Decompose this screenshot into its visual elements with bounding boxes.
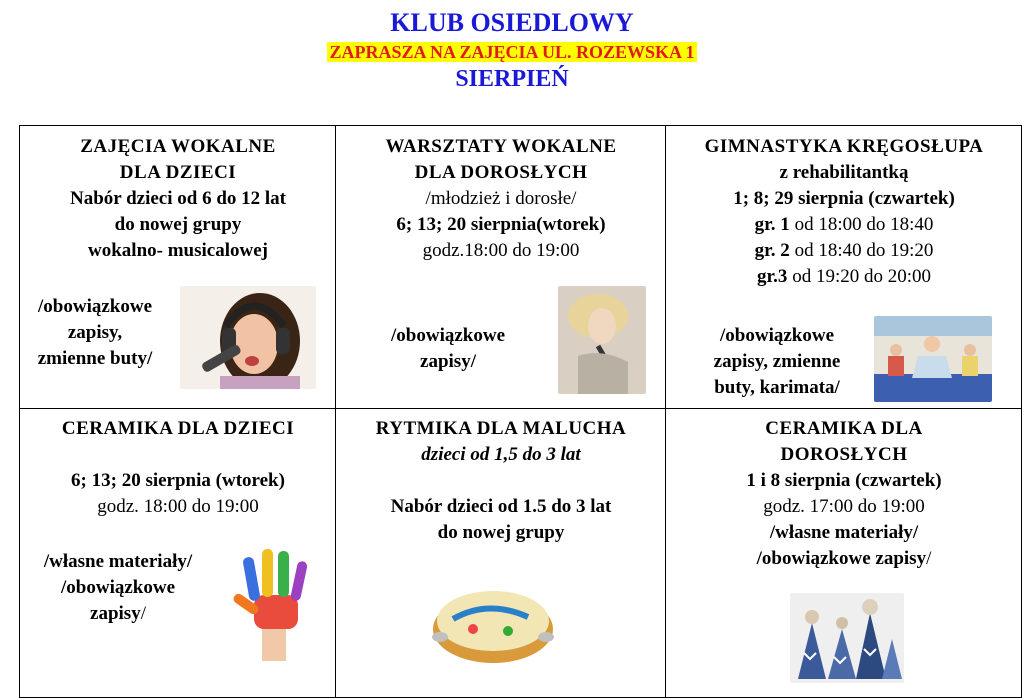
rhythm-title: RYTMIKA DLA MALUCHA	[375, 418, 627, 439]
ceramic-figurines-image	[790, 593, 904, 683]
ceramics-kids-note3: zapisy	[90, 603, 141, 624]
tambourine-image	[428, 579, 558, 667]
vocal-adults-line2: 6; 13; 20 sierpnia(wtorek)	[396, 214, 606, 235]
gym-group-1	[666, 212, 1022, 238]
gym-group-3-time: od 19:20 do 20:00	[787, 266, 931, 287]
ceramics-kids-note1: /własne materiały/	[43, 551, 193, 572]
vocal-adults-title1: WARSZTATY WOKALNE	[385, 136, 617, 157]
rhythm-line2: do nowej grupy	[437, 522, 565, 543]
cell-vocal-adults	[336, 126, 666, 409]
vocal-adults-text	[336, 134, 666, 264]
subtitle-highlight: ZAPRASZA NA ZAJĘCIA UL. ROZEWSKA 1	[329, 42, 695, 62]
cell-gym	[666, 126, 1022, 409]
ceramics-adults-dates: 1 i 8 sierpnia (czwartek)	[746, 470, 942, 491]
woman-singing-image	[558, 286, 646, 394]
gym-note3: buty, karimata/	[714, 377, 840, 398]
vocal-adults-line1: /młodzież i dorosłe/	[425, 188, 577, 209]
rhythm-line1: Nabór dzieci od 1.5 do 3 lat	[390, 496, 612, 517]
page-title: KLUB OSIEDLOWY	[390, 8, 634, 37]
page-subtitle	[0, 42, 1024, 63]
vocal-kids-line3: wokalno- musicalowej	[88, 240, 268, 261]
ceramics-kids-text	[20, 416, 336, 520]
vocal-kids-line1: Nabór dzieci od 6 do 12 lat	[69, 188, 287, 209]
gym-group-3	[666, 264, 1022, 290]
vocal-kids-note3: zmienne buty/	[37, 348, 153, 369]
rhythm-text	[336, 416, 666, 546]
ceramics-adults-hours: godz. 17:00 do 19:00	[763, 496, 925, 517]
ceramics-kids-note2: /obowiązkowe	[61, 577, 175, 598]
ceramics-adults-note2: /obowiązkowe zapisy	[756, 548, 927, 569]
vocal-kids-title2: DLA DZIECI	[119, 162, 237, 183]
gym-group-3-label: gr.3	[756, 266, 788, 287]
rhythm-subtitle: dzieci od 1,5 do 3 lat	[421, 444, 581, 465]
ceramics-adults-note2-tail: /	[926, 548, 932, 569]
ceramics-adults-text	[666, 416, 1022, 572]
ceramics-kids-title: CERAMIKA DLA DZIECI	[61, 418, 295, 439]
gym-note	[692, 323, 862, 401]
vocal-kids-note2: zapisy,	[67, 322, 123, 343]
gym-title2: z rehabilitantką	[779, 162, 909, 183]
ceramics-adults-title2: DOROSŁYCH	[780, 444, 908, 465]
vocal-kids-title1: ZAJĘCIA WOKALNE	[80, 136, 276, 157]
cell-vocal-kids	[20, 126, 336, 409]
ceramics-kids-dates: 6; 13; 20 sierpnia (wtorek)	[71, 470, 285, 491]
cell-ceramics-adults	[666, 409, 1022, 698]
ceramics-adults-title1: CERAMIKA DLA	[765, 418, 923, 439]
gym-group-2	[666, 238, 1022, 264]
gym-group-1-label: gr. 1	[754, 214, 790, 235]
vocal-adults-note	[368, 323, 528, 375]
vocal-kids-text	[20, 134, 336, 264]
gym-group-2-label: gr. 2	[754, 240, 790, 261]
ceramics-adults-note1: /własne materiały/	[769, 522, 919, 543]
vocal-adults-line3: godz.18:00 do 19:00	[422, 240, 580, 261]
vocal-kids-line2: do nowej grupy	[114, 214, 242, 235]
gym-title1: GIMNASTYKA KRĘGOSŁUPA	[704, 136, 984, 157]
ceramics-kids-hours: godz. 18:00 do 19:00	[97, 496, 259, 517]
painted-hand-image	[230, 549, 322, 661]
girl-singing-image	[180, 286, 316, 389]
cell-ceramics-kids	[20, 409, 336, 698]
cell-rhythm	[336, 409, 666, 698]
vocal-adults-note2: zapisy/	[420, 351, 476, 372]
gym-text	[666, 134, 1022, 290]
ceramics-kids-note	[20, 549, 216, 627]
gym-note1: /obowiązkowe	[720, 325, 834, 346]
vocal-kids-note1: /obowiązkowe	[38, 296, 152, 317]
schedule-table	[19, 125, 1022, 698]
gym-group-2-time: od 18:40 do 19:20	[789, 240, 934, 261]
gym-dates: 1; 8; 29 sierpnia (czwartek)	[733, 188, 955, 209]
gymnastics-image	[874, 316, 992, 402]
vocal-kids-note	[20, 294, 170, 372]
vocal-adults-title2: DLA DOROSŁYCH	[414, 162, 588, 183]
month-title: SIERPIEŃ	[455, 66, 569, 92]
gym-group-1-time: od 18:00 do 18:40	[789, 214, 934, 235]
vocal-adults-note1: /obowiązkowe	[391, 325, 505, 346]
ceramics-kids-note3-tail: /	[140, 603, 146, 624]
gym-note2: zapisy, zmienne	[713, 351, 841, 372]
